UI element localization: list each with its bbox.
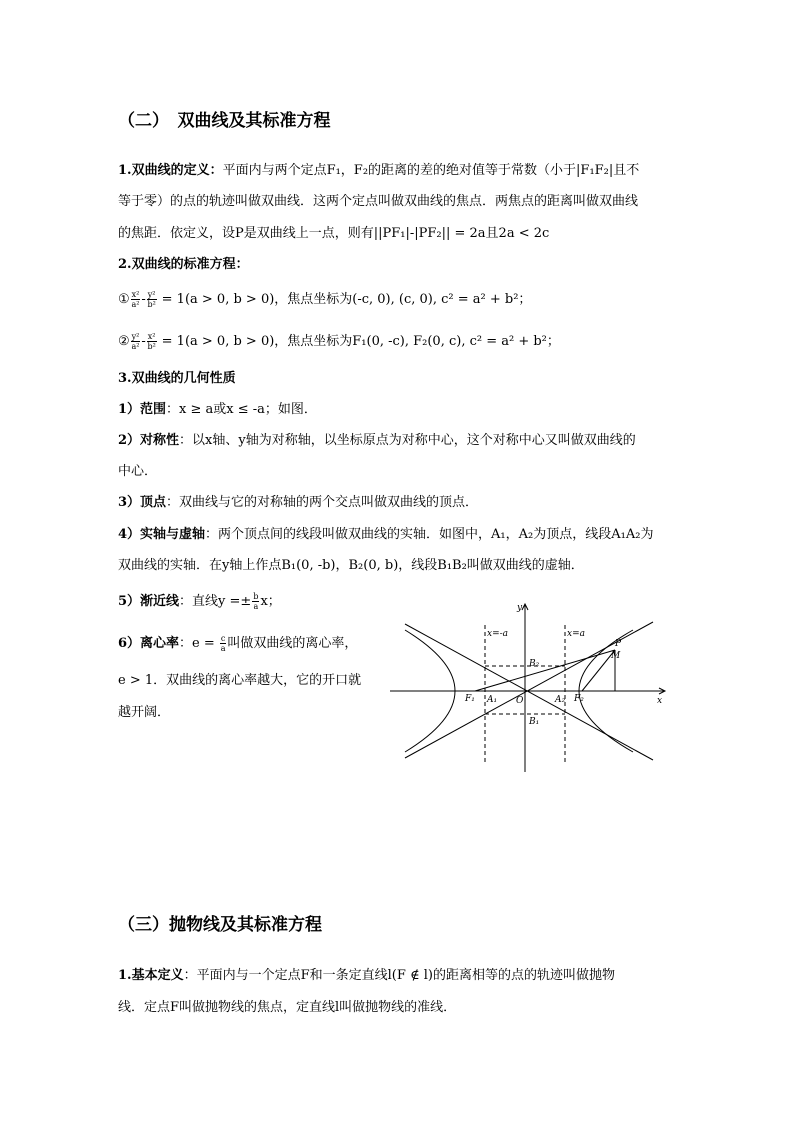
definition-label: 1.双曲线的定义： bbox=[118, 163, 223, 178]
axis-line2: 双曲线的实轴．在y轴上作点B₁(0, -b)，B₂(0, b)，线段B₁B₂叫做双曲线的虚轴． bbox=[118, 558, 584, 573]
symmetry-label: 2）对称性 bbox=[118, 433, 180, 448]
eq2-frac-y: $\frac{\text{y²}}{\text{a²}}$ bbox=[131, 332, 140, 351]
section-title-hyperbola: （二） 双曲线及其标准方程 bbox=[118, 111, 331, 131]
asymptote-line bbox=[118, 592, 281, 611]
label-b1: B₁ bbox=[529, 717, 540, 727]
eq1-frac-y: $\frac{\text{y²}}{\text{b²}}$ bbox=[147, 290, 156, 309]
equation-1: ① $\frac{\text{x²}}{\text{a²}}$ - $\frac{\text{y²}}{\text{b²}}$ = 1(a > 0, b > 0)，焦点坐标为(-c, 0), (c, 0), c² = a² + b²； bbox=[118, 290, 532, 309]
label-x-a: x=a bbox=[567, 629, 585, 639]
axis-text: ：两个顶点间的线段叫做双曲线的实轴．如图中，A₁，A₂为顶点，线段A₁A₂为 bbox=[205, 527, 654, 542]
eq1-marker: ① bbox=[118, 292, 130, 307]
label-p: P bbox=[615, 639, 622, 649]
range-line bbox=[118, 401, 317, 419]
hyperbola-figure bbox=[385, 600, 685, 780]
range-label: 1）范围 bbox=[118, 402, 167, 417]
eccentricity-frac: $\frac{c}{a}$ bbox=[220, 634, 226, 653]
label-y: y bbox=[517, 603, 523, 613]
eq2-frac-x: $\frac{\text{x²}}{\text{b²}}$ bbox=[147, 332, 156, 351]
label-b2: B₂ bbox=[529, 659, 540, 669]
label-x-neg-a: x=-a bbox=[487, 629, 509, 639]
segment-pf1 bbox=[475, 650, 615, 691]
eccentricity-line2: e > 1．双曲线的离心率越大，它的开口就 bbox=[118, 673, 362, 688]
geometry-heading: 3.双曲线的几何性质 bbox=[118, 371, 236, 386]
asymptote-frac: $\frac{b}{a}$ bbox=[253, 592, 259, 611]
eccentricity-text-end: 叫做双曲线的离心率， bbox=[227, 636, 358, 651]
eq1-frac-x: $\frac{\text{x²}}{\text{a²}}$ bbox=[131, 290, 140, 309]
parabola-definition-label: 1.基本定义 bbox=[118, 968, 184, 983]
axis-label: 4）实轴与虚轴 bbox=[118, 527, 206, 542]
axis-line bbox=[118, 526, 653, 544]
equation-2: ② $\frac{\text{y²}}{\text{a²}}$ - $\frac{\text{x²}}{\text{b²}}$ = 1(a > 0, b > 0)，焦点坐标为F₁(0, -c), F₂(0, c), c² = a² + b²； bbox=[118, 332, 560, 351]
eccentricity-text: ：e = bbox=[179, 636, 219, 651]
asymptote-label: 5）渐近线 bbox=[118, 594, 180, 609]
label-f1: F₁ bbox=[465, 694, 475, 704]
parabola-definition bbox=[118, 967, 615, 985]
range-text: ：x ≥ a或x ≤ -a；如图． bbox=[166, 402, 317, 417]
label-a2: A₂ bbox=[555, 695, 566, 705]
standard-equation-heading: 2.双曲线的标准方程： bbox=[118, 257, 249, 272]
asymptote-text-end: x； bbox=[260, 594, 281, 609]
eccentricity-line3: 越开阔． bbox=[118, 705, 171, 720]
definition-line3: 的焦距．依定义，设P是双曲线上一点，则有||PF₁|-|PF₂|| = 2a且2a < 2c bbox=[118, 226, 550, 241]
eq1-text: = 1(a > 0, b > 0)，焦点坐标为(-c, 0), (c, 0), c² = a² + b²； bbox=[157, 292, 532, 307]
definition-text: 平面内与两个定点F₁，F₂的距离的差的绝对值等于常数（小于|F₁F₂|且不 bbox=[222, 163, 640, 178]
label-m: M bbox=[611, 651, 621, 661]
eq2-text: = 1(a > 0, b > 0)，焦点坐标为F₁(0, -c), F₂(0, c), c² = a² + b²； bbox=[157, 334, 560, 349]
vertex-text: ：双曲线与它的对称轴的两个交点叫做双曲线的顶点． bbox=[166, 495, 479, 510]
eccentricity-label: 6）离心率 bbox=[118, 636, 180, 651]
section-title-parabola: （三）抛物线及其标准方程 bbox=[118, 915, 322, 935]
symmetry-text: ：以x轴、y轴为对称轴，以坐标原点为对称中心，这个对称中心又叫做双曲线的 bbox=[179, 433, 636, 448]
eq2-marker: ② bbox=[118, 334, 130, 349]
definition-line2: 等于零）的点的轨迹叫做双曲线．这两个定点叫做双曲线的焦点．两焦点的距离叫做双曲线 bbox=[118, 194, 639, 209]
label-f2: F₂ bbox=[574, 694, 584, 704]
symmetry-line2: 中心． bbox=[118, 464, 158, 479]
asymptote-text: ：直线y =± bbox=[179, 594, 252, 609]
vertex-label: 3）顶点 bbox=[118, 495, 167, 510]
parabola-definition-text: ：平面内与一个定点F和一条定直线l(F ∉ l)的距离相等的点的轨迹叫做抛物 bbox=[183, 968, 615, 983]
symmetry-line bbox=[118, 432, 636, 450]
label-x: x bbox=[657, 696, 663, 706]
vertex-line bbox=[118, 494, 478, 512]
label-a1: A₁ bbox=[487, 695, 498, 705]
parabola-definition-line2: 线．定点F叫做抛物线的焦点，定直线l叫做抛物线的准线． bbox=[118, 1000, 457, 1015]
definition-paragraph bbox=[118, 162, 639, 180]
label-o: O bbox=[516, 696, 524, 706]
eccentricity-line bbox=[118, 634, 357, 653]
